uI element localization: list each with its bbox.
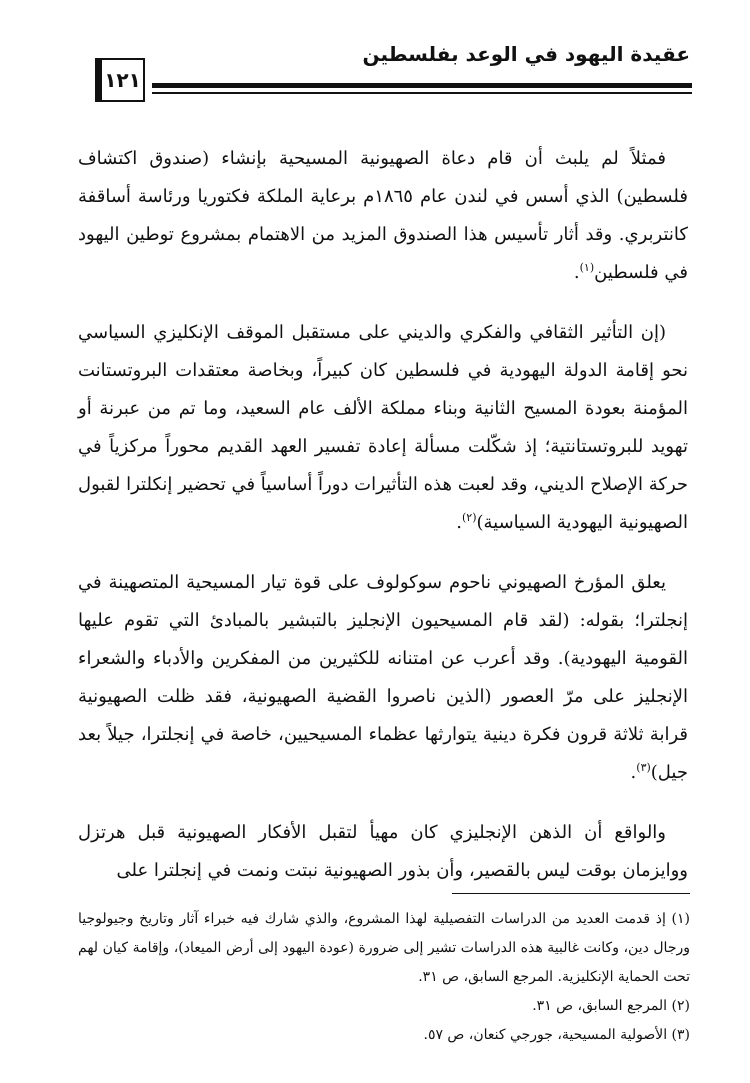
running-title: عقيدة اليهود في الوعد بفلسطين (362, 42, 690, 66)
paragraph (78, 814, 688, 890)
footnote-marker: (١) (579, 261, 595, 274)
paragraph (78, 314, 688, 542)
paragraph-text: فمثلاً لم يلبث أن قام دعاة الصهيونية المسيحية بإنشاء (صندوق اكتشاف فلسطين) الذي أسس في لندن عام ١٨٦٥م برعاية الملكة فكتوريا ورئاسة أساقفة كانتربري. وقد أثار تأسيس هذا الصندوق المزيد من الاهتمام بمشروع توطين اليهود في فلسطين (78, 148, 688, 283)
paragraph-tail: . (573, 262, 580, 283)
page-number: ١٢١ (95, 58, 145, 102)
footnote: (١) إذ قدمت العديد من الدراسات التفصيلية لهذا المشروع، والذي شارك فيه خبراء آثار وتاريخ وجيولوجيا ورجال دين، وكانت غالبية هذه الدراسات تشير إلى ضرورة (عودة اليهود إلى أرض الميعاد)، وإقامة كيان لهم تحت الحماية الإنكليزية. المرجع السابق، ص ٣١. (78, 911, 690, 985)
paragraph-text: يعلق المؤرخ الصهيوني ناحوم سوكولوف على قوة تيار المسيحية المتصهينة في إنجلترا؛ بقوله: (لقد قام المسيحيون الإنجليز بالتبشير بالمبادئ التي تقوم عليها القومية اليهودية). وقد أعرب عن امتنانه للكثيرين من المفكرين والأدباء والشعراء الإنجليز على مرّ العصور (الذين ناصروا القضية الصهيونية، فقد ظلت الصهيونية قرابة ثلاثة قرون فكرة دينية يتوارثها عظماء المسيحيين، خاصة في إنجلترا، جيلاً بعد جيل) (78, 572, 688, 783)
paragraph-tail: . (630, 762, 637, 783)
paragraph-tail: . (456, 512, 462, 533)
paragraph (78, 140, 688, 292)
paragraph-text: والواقع أن الذهن الإنجليزي كان مهيأ لتقبل الأفكار الصهيونية قبل هرتزل ووايزمان بوقت ليس بالقصير، وأن بذور الصهيونية نبتت ونمت في إنجلترا على (78, 822, 688, 881)
footnotes (78, 905, 690, 1050)
header-rule-thick (152, 83, 692, 88)
footnote-separator (452, 893, 690, 894)
footnote-marker: (٢) (461, 511, 477, 524)
footnote: (٢) المرجع السابق، ص ٣١. (532, 998, 690, 1014)
paragraph-text: (إن التأثير الثقافي والفكري والديني على مستقبل الموقف الإنكليزي السياسي نحو إقامة الدولة اليهودية في فلسطين كان كبيراً، وبخاصة معتقدات البروتستانت المؤمنة بعودة المسيح الثانية وبناء مملكة الألف عام السعيد، وما تم من عبرنة أو تهويد للبروتستانتية؛ إذ شكّلت مسألة إعادة تفسير العهد القديم محوراً مركزياً في حركة الإصلاح الديني، وقد لعبت هذه التأثيرات دوراً أساسياً في تحضير إنكلترا لقبول الصهيونية اليهودية السياسية) (78, 322, 688, 533)
header-rule-thin (152, 92, 692, 94)
footnote: (٣) الأصولية المسيحية، جورجي كنعان، ص ٥٧. (423, 1027, 690, 1043)
footnote-marker: (٣) (636, 761, 651, 774)
main-text (78, 140, 688, 912)
paragraph (78, 564, 688, 792)
